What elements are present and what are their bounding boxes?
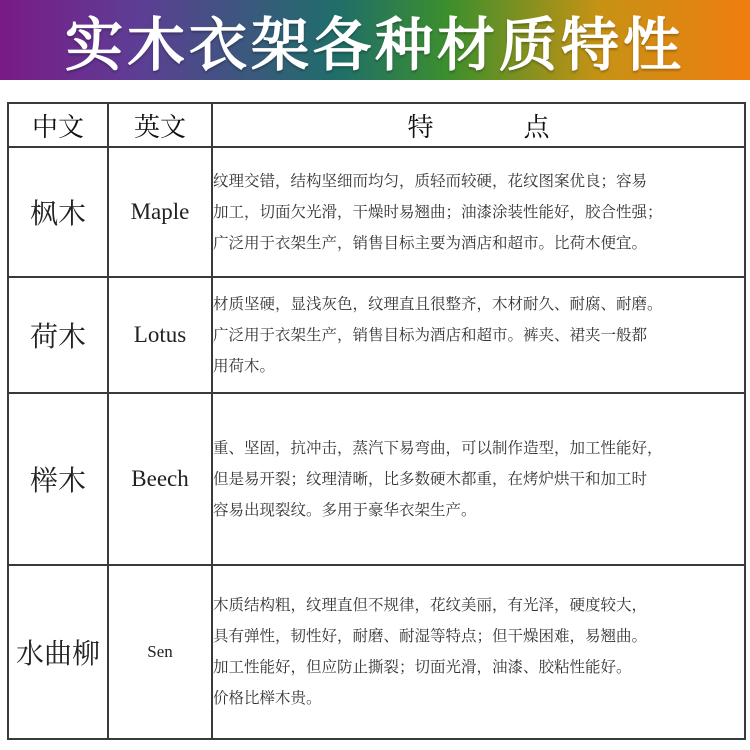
- row-english-name: Maple: [108, 147, 212, 277]
- header-feature-char-2: 点: [523, 112, 550, 143]
- row-english-name: Sen: [108, 565, 212, 739]
- row-chinese-name: 枫木: [8, 147, 108, 277]
- page-title: 实木衣架各种材质特性: [64, 11, 685, 79]
- description-line: 价格比榉木贵。: [213, 689, 322, 707]
- table-row: [8, 565, 745, 739]
- description-line: 木质结构粗，纹理直但不规律，花纹美丽，有光泽，硬度较大，: [213, 596, 648, 614]
- description-line: 广泛用于衣架生产，销售目标主要为酒店和超市。比荷木便宜。: [213, 233, 648, 252]
- description-line: 但是易开裂；纹理清晰，比多数硬木都重，在烤炉烘干和加工时: [213, 469, 648, 488]
- header-feature-char-1: 特: [407, 112, 434, 143]
- description-line: 纹理交错，结构坚细而均匀，质轻而较硬，花纹图案优良；容易: [213, 171, 648, 190]
- row-description: [212, 393, 745, 565]
- header-english: 英文: [108, 103, 212, 147]
- row-chinese-name: 榉木: [8, 393, 108, 565]
- title-banner: [0, 0, 750, 80]
- description-line: 具有弹性，韧性好，耐磨、耐湿等特点；但干燥困难，易翘曲。: [213, 627, 648, 645]
- description-line: 广泛用于衣架生产，销售目标为酒店和超市。裤夹、裙夹一般都: [213, 325, 648, 344]
- table-row: [8, 147, 745, 277]
- row-english-name: Beech: [108, 393, 212, 565]
- row-english-name: Lotus: [108, 277, 212, 393]
- table-row: [8, 277, 745, 393]
- row-description: [212, 277, 745, 393]
- header-features: [212, 103, 745, 147]
- header-chinese: 中文: [8, 103, 108, 147]
- description-line: 容易出现裂纹。多用于豪华衣架生产。: [213, 500, 477, 519]
- description-line: 重、坚固，抗冲击，蒸汽下易弯曲，可以制作造型，加工性能好，: [213, 438, 663, 457]
- row-description: [212, 147, 745, 277]
- description-line: 用荷木。: [213, 356, 276, 375]
- row-description: [212, 565, 745, 739]
- table-row: [8, 393, 745, 565]
- row-chinese-name: 荷木: [8, 277, 108, 393]
- description-line: 加工性能好，但应防止撕裂；切面光滑，油漆、胶粘性能好。: [213, 658, 632, 676]
- wood-material-table: [7, 102, 746, 740]
- row-chinese-name: 水曲柳: [8, 565, 108, 739]
- description-line: 材质坚硬，显浅灰色，纹理直且很整齐，木材耐久、耐腐、耐磨。: [213, 294, 663, 313]
- table-header-row: [8, 103, 745, 147]
- description-line: 加工，切面欠光滑，干燥时易翘曲；油漆涂装性能好，胶合性强；: [213, 202, 663, 221]
